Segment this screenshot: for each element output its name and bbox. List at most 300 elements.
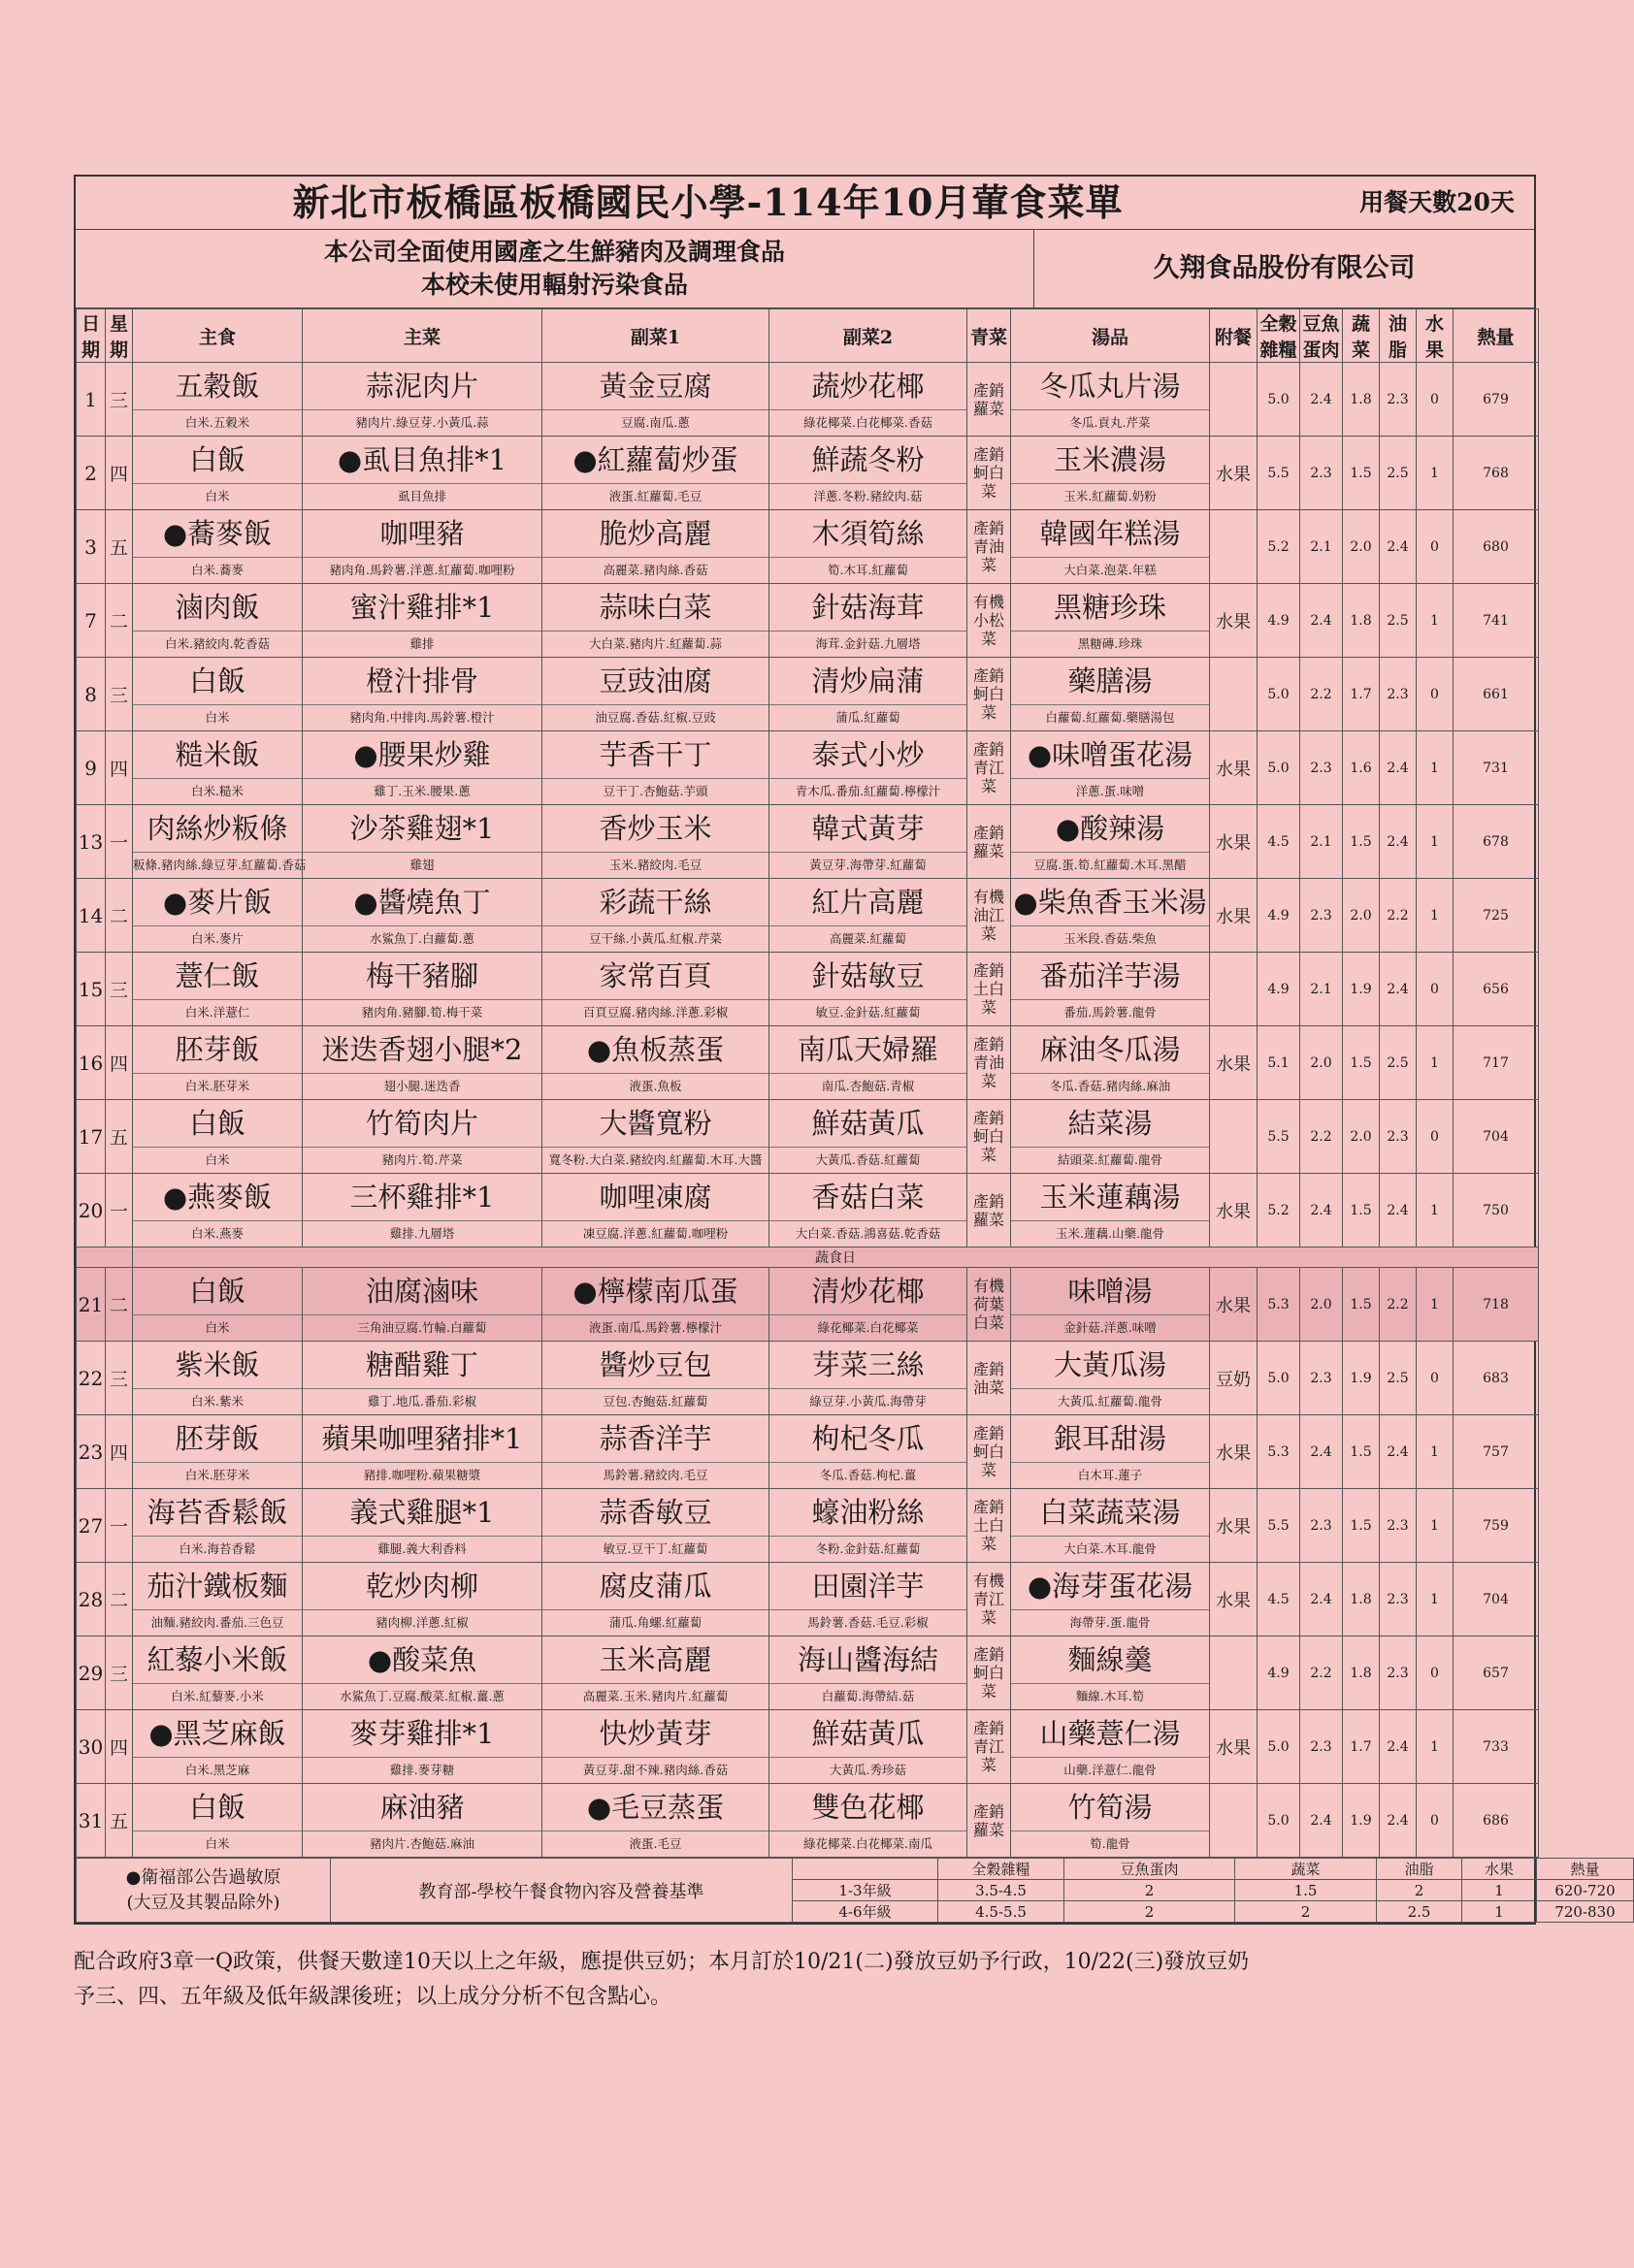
staple-dish: 胚芽飯: [175, 1033, 260, 1066]
soup-cell: [1011, 1489, 1210, 1563]
header-side1: 副菜1: [542, 309, 769, 363]
standard-label: 教育部-學校午餐食物內容及營養基準: [331, 1859, 793, 1923]
header-kcal: 熱量: [1454, 309, 1539, 363]
main-dish: 咖哩豬: [379, 517, 465, 550]
extra-cell: 水果: [1210, 805, 1258, 879]
soup-ingredients: 玉米.蓮藕.山藥.龍骨: [1011, 1220, 1209, 1247]
nutrition-cell: 1: [1417, 731, 1454, 805]
side2-dish: 木須筍絲: [811, 517, 925, 550]
side2-dish: 清炒花椰: [811, 1275, 925, 1308]
staple-cell: [133, 1563, 303, 1636]
nutrition-cell: 656: [1454, 953, 1539, 1026]
main-dish: ●腰果炒雞: [353, 738, 491, 771]
nutrition-cell: 5.2: [1258, 510, 1300, 584]
extra-cell: [1210, 1636, 1258, 1710]
nutrition-cell: 1.5: [1343, 1415, 1380, 1489]
side1-dish: 大醬寬粉: [599, 1107, 712, 1140]
main-cell: [303, 953, 542, 1026]
side1-dish: 蒜香敏豆: [599, 1496, 712, 1529]
staple-cell: [133, 584, 303, 658]
side1-dish: ●魚板蒸蛋: [586, 1033, 725, 1066]
veg-cell: 產銷蘿菜: [967, 1174, 1011, 1247]
side2-ingredients: 大黃瓜.香菇.紅蘿蔔: [769, 1147, 966, 1173]
nutrition-cell: 1.8: [1343, 1563, 1380, 1636]
nutrition-cell: 5.5: [1258, 437, 1300, 510]
soup-dish: ●酸辣湯: [1055, 812, 1165, 845]
side1-ingredients: 液蛋.南瓜.馬鈴薯.檸檬汁: [542, 1314, 768, 1341]
nutrition-cell: 1: [1417, 1489, 1454, 1563]
side2-cell: [769, 805, 967, 879]
nutrition-cell: 718: [1454, 1268, 1539, 1342]
extra-cell: [1210, 1100, 1258, 1174]
nutrition-cell: 1.5: [1343, 1268, 1380, 1342]
weekday-cell: 四: [106, 1415, 133, 1489]
staple-dish: 紅藜小米飯: [147, 1643, 288, 1676]
main-dish: ●酸菜魚: [367, 1643, 477, 1676]
side1-dish: 家常百頁: [599, 959, 712, 992]
main-cell: [303, 731, 542, 805]
side2-ingredients: 綠豆芽.小黃瓜.海帶芽: [769, 1388, 966, 1414]
nutrition-cell: 733: [1454, 1710, 1539, 1784]
date-cell: 29: [77, 1636, 106, 1710]
staple-ingredients: 白米.黑芝麻: [133, 1757, 302, 1783]
main-ingredients: 雞翅: [303, 852, 541, 878]
nutrition-cell: 2.4: [1380, 1415, 1417, 1489]
date-cell: 2: [77, 437, 106, 510]
nutrition-cell: 759: [1454, 1489, 1539, 1563]
side1-dish: ●毛豆蒸蛋: [586, 1791, 725, 1824]
weekday-cell: 四: [106, 437, 133, 510]
main-dish: 蘋果咖哩豬排*1: [321, 1422, 523, 1455]
soup-cell: [1011, 879, 1210, 953]
soup-cell: [1011, 1026, 1210, 1100]
soup-ingredients: 白蘿蔔.紅蘿蔔.藥膳湯包: [1011, 704, 1209, 730]
veg-cell: 產銷蚵白菜: [967, 1100, 1011, 1174]
menu-table: [76, 308, 1539, 1858]
side2-dish: 蔬炒花椰: [811, 370, 925, 403]
menu-row: [77, 363, 1539, 437]
staple-dish: 海苔香鬆飯: [147, 1496, 288, 1529]
main-ingredients: 豬肉柳.洋蔥.紅椒: [303, 1609, 541, 1636]
staple-dish: 白飯: [188, 1107, 245, 1140]
nutrition-cell: 661: [1454, 658, 1539, 731]
staple-ingredients: 白米.紅藜麥.小米: [133, 1683, 302, 1709]
soup-dish: 大黃瓜湯: [1053, 1348, 1166, 1381]
side2-dish: 海山醬海結: [797, 1643, 938, 1676]
veg-cell: 產銷青江菜: [967, 1710, 1011, 1784]
side2-ingredients: 白蘿蔔.海帶結.菇: [769, 1683, 966, 1709]
soup-ingredients: 玉米段.香菇.柴魚: [1011, 925, 1209, 952]
nutrition-cell: 4.5: [1258, 1563, 1300, 1636]
nutrition-cell: 2.4: [1300, 584, 1343, 658]
side1-ingredients: 液蛋.毛豆: [542, 1831, 768, 1857]
staple-cell: [133, 1415, 303, 1489]
date-cell: 17: [77, 1100, 106, 1174]
date-cell: 31: [77, 1784, 106, 1858]
nutrition-cell: 2.4: [1380, 805, 1417, 879]
side2-dish: 針菇海茸: [811, 591, 925, 624]
side2-ingredients: 洋蔥.冬粉.豬絞肉.菇: [769, 483, 966, 509]
main-cell: [303, 584, 542, 658]
extra-cell: [1210, 658, 1258, 731]
nutrition-cell: 1.5: [1343, 1026, 1380, 1100]
soup-ingredients: 結頭菜.紅蘿蔔.龍骨: [1011, 1147, 1209, 1173]
nutrition-cell: 4.9: [1258, 953, 1300, 1026]
nutrition-cell: 768: [1454, 437, 1539, 510]
staple-cell: [133, 731, 303, 805]
side1-cell: [542, 1415, 769, 1489]
staple-cell: [133, 1342, 303, 1415]
grade-cell: 2.5: [1377, 1901, 1462, 1923]
veg-cell: 產銷青油菜: [967, 510, 1011, 584]
soup-ingredients: 海帶芽.蛋.龍骨: [1011, 1609, 1209, 1636]
nutrition-cell: 2.3: [1300, 1342, 1343, 1415]
weekday-cell: 一: [106, 1489, 133, 1563]
side2-ingredients: 冬粉.金針菇.紅蘿蔔: [769, 1536, 966, 1562]
side2-dish: 泰式小炒: [811, 738, 925, 771]
staple-dish: 茄汁鐵板麵: [147, 1570, 288, 1603]
nutrition-cell: 678: [1454, 805, 1539, 879]
soup-ingredients: 山藥.洋薏仁.龍骨: [1011, 1757, 1209, 1783]
menu-row: [77, 953, 1539, 1026]
nutrition-cell: 5.1: [1258, 1026, 1300, 1100]
side1-cell: [542, 1268, 769, 1342]
nutrition-cell: 2.3: [1300, 731, 1343, 805]
staple-cell: [133, 1784, 303, 1858]
soup-cell: [1011, 953, 1210, 1026]
header-main: 主菜: [303, 309, 542, 363]
soup-cell: [1011, 1710, 1210, 1784]
staple-ingredients: 白米.豬絞肉.乾香菇: [133, 631, 302, 657]
date-cell: 21: [77, 1268, 106, 1342]
soup-ingredients: 筍.龍骨: [1011, 1831, 1209, 1857]
nutrition-cell: 0: [1417, 953, 1454, 1026]
notice-line: 本公司全面使用國產之生鮮豬肉及調理食品: [323, 238, 785, 266]
soup-dish: 麵線羹: [1067, 1643, 1153, 1676]
staple-dish: 胚芽飯: [175, 1422, 260, 1455]
side2-cell: [769, 437, 967, 510]
nutrition-cell: 5.5: [1258, 1489, 1300, 1563]
nutrition-cell: 0: [1417, 658, 1454, 731]
nutrition-cell: 1.7: [1343, 1710, 1380, 1784]
nutrition-cell: 4.9: [1258, 584, 1300, 658]
grade-cell: 1.5: [1235, 1880, 1377, 1901]
staple-dish: 糙米飯: [175, 738, 260, 771]
soup-ingredients: 麵線.木耳.筍: [1011, 1683, 1209, 1709]
veg-cell: 產銷土白菜: [967, 1489, 1011, 1563]
soup-cell: [1011, 1636, 1210, 1710]
side2-cell: [769, 1563, 967, 1636]
main-cell: [303, 1342, 542, 1415]
soup-dish: 黑糖珍珠: [1053, 591, 1166, 624]
soup-dish: 藥膳湯: [1067, 664, 1153, 697]
nutrition-cell: 1.5: [1343, 1489, 1380, 1563]
nutrition-cell: 2.2: [1380, 1268, 1417, 1342]
main-dish: 糖醋雞丁: [365, 1348, 478, 1381]
nutrition-cell: 1: [1417, 805, 1454, 879]
title-row: [76, 177, 1534, 230]
weekday-cell: 五: [106, 1100, 133, 1174]
grade-cell: 2: [1377, 1880, 1462, 1901]
side2-cell: [769, 1342, 967, 1415]
soup-ingredients: 冬瓜.香菇.豬肉絲.麻油: [1011, 1073, 1209, 1099]
side1-cell: [542, 1784, 769, 1858]
side1-cell: [542, 658, 769, 731]
menu-row: [77, 1415, 1539, 1489]
grade-cell: 4-6年級: [793, 1901, 938, 1923]
side2-cell: [769, 1415, 967, 1489]
soup-cell: [1011, 1342, 1210, 1415]
nutrition-cell: 2.3: [1380, 363, 1417, 437]
nutrition-cell: 1: [1417, 1710, 1454, 1784]
side1-dish: 豆豉油腐: [599, 664, 712, 697]
soup-ingredients: 玉米.紅蘿蔔.奶粉: [1011, 483, 1209, 509]
allergy-line: (大豆及其製品除外): [126, 1892, 280, 1913]
side2-ingredients: 馬鈴薯.香菇.毛豆.彩椒: [769, 1609, 966, 1636]
side1-ingredients: 豆腐.南瓜.蔥: [542, 409, 768, 436]
side1-ingredients: 敏豆.豆干丁.紅蘿蔔: [542, 1536, 768, 1562]
staple-ingredients: 白米: [133, 483, 302, 509]
std-col: 水果: [1462, 1859, 1537, 1880]
main-dish: 麻油豬: [379, 1791, 465, 1824]
side2-cell: [769, 363, 967, 437]
side2-cell: [769, 584, 967, 658]
staple-ingredients: 白米: [133, 1147, 302, 1173]
extra-cell: 水果: [1210, 437, 1258, 510]
staple-cell: [133, 1489, 303, 1563]
side2-dish: 鮮菇黃瓜: [811, 1107, 925, 1140]
side2-cell: [769, 1100, 967, 1174]
menu-body: [77, 363, 1539, 1858]
nutrition-cell: 2.2: [1380, 879, 1417, 953]
staple-cell: [133, 363, 303, 437]
soup-cell: [1011, 1174, 1210, 1247]
date-cell: 8: [77, 658, 106, 731]
nutrition-cell: 2.3: [1300, 1489, 1343, 1563]
side2-dish: 田園洋芋: [811, 1570, 925, 1603]
header-fruit: 水果: [1417, 309, 1454, 363]
main-ingredients: 虱目魚排: [303, 483, 541, 509]
weekday-cell: 一: [106, 805, 133, 879]
menu-row: [77, 731, 1539, 805]
nutrition-cell: 679: [1454, 363, 1539, 437]
std-col: 熱量: [1537, 1859, 1634, 1880]
side2-dish: 鮮菇黃瓜: [811, 1717, 925, 1750]
main-cell: [303, 658, 542, 731]
soup-ingredients: 大黃瓜.紅蘿蔔.龍骨: [1011, 1388, 1209, 1414]
staple-cell: [133, 1710, 303, 1784]
main-ingredients: 水鯊魚丁.白蘿蔔.蔥: [303, 925, 541, 952]
nutrition-cell: 741: [1454, 584, 1539, 658]
date-cell: 27: [77, 1489, 106, 1563]
main-dish: 麥芽雞排*1: [349, 1717, 495, 1750]
side2-ingredients: 海茸.金針菇.九層塔: [769, 631, 966, 657]
staple-ingredients: 白米.糙米: [133, 778, 302, 804]
soup-dish: 銀耳甜湯: [1053, 1422, 1166, 1455]
staple-dish: 白飯: [188, 443, 245, 476]
nutrition-cell: 5.5: [1258, 1100, 1300, 1174]
side2-ingredients: 敏豆.金針菇.紅蘿蔔: [769, 999, 966, 1025]
main-cell: [303, 805, 542, 879]
side2-dish: 清炒扁蒲: [811, 664, 925, 697]
menu-row: [77, 805, 1539, 879]
veg-cell: 產銷蚵白菜: [967, 658, 1011, 731]
soup-cell: [1011, 731, 1210, 805]
main-cell: [303, 1268, 542, 1342]
meal-days: 用餐天數20天: [1359, 188, 1515, 216]
side2-ingredients: 大黃瓜.秀珍菇: [769, 1757, 966, 1783]
side1-cell: [542, 1489, 769, 1563]
main-ingredients: 雞排.麥芽糖: [303, 1757, 541, 1783]
soup-cell: [1011, 363, 1210, 437]
side2-ingredients: 筍.木耳.紅蘿蔔: [769, 557, 966, 583]
main-ingredients: 三角油豆腐.竹輪.白蘿蔔: [303, 1314, 541, 1341]
side1-ingredients: 豆包.杏鮑菇.紅蘿蔔: [542, 1388, 768, 1414]
menu-row: [77, 1100, 1539, 1174]
nutrition-cell: 5.3: [1258, 1415, 1300, 1489]
side2-dish: 紅片高麗: [811, 886, 925, 919]
veg-cell: 產銷青油菜: [967, 1026, 1011, 1100]
main-ingredients: 豬肉角.馬鈴薯.洋蔥.紅蘿蔔.咖哩粉: [303, 557, 541, 583]
soup-cell: [1011, 584, 1210, 658]
header-staple: 主食: [133, 309, 303, 363]
nutrition-cell: 0: [1417, 1100, 1454, 1174]
soup-cell: [1011, 1563, 1210, 1636]
side1-dish: 香炒玉米: [599, 812, 712, 845]
weekday-cell: 二: [106, 879, 133, 953]
side1-dish: 腐皮蒲瓜: [599, 1570, 712, 1603]
side2-cell: [769, 510, 967, 584]
side1-dish: 彩蔬干絲: [599, 886, 712, 919]
nutrition-cell: 680: [1454, 510, 1539, 584]
grade-cell: 1-3年級: [793, 1880, 938, 1901]
main-cell: [303, 879, 542, 953]
main-dish: 三杯雞排*1: [349, 1181, 495, 1214]
nutrition-cell: 2.1: [1300, 510, 1343, 584]
side2-dish: 香菇白菜: [811, 1181, 925, 1214]
main-dish: 迷迭香翅小腿*2: [321, 1033, 523, 1066]
soup-dish: 玉米濃湯: [1053, 443, 1166, 476]
staple-cell: [133, 658, 303, 731]
date-cell: 16: [77, 1026, 106, 1100]
nutrition-cell: 5.0: [1258, 731, 1300, 805]
nutrition-cell: 725: [1454, 879, 1539, 953]
nutrition-cell: 2.3: [1380, 1489, 1417, 1563]
side1-dish: 玉米高麗: [599, 1643, 712, 1676]
side2-ingredients: 綠花椰菜.白花椰菜.南瓜: [769, 1831, 966, 1857]
side1-ingredients: 油豆腐.香菇.紅椒.豆豉: [542, 704, 768, 730]
side1-cell: [542, 1710, 769, 1784]
soup-ingredients: 大白菜.木耳.龍骨: [1011, 1536, 1209, 1562]
main-cell: [303, 437, 542, 510]
menu-row: [77, 437, 1539, 510]
veg-cell: 產銷土白菜: [967, 953, 1011, 1026]
side1-cell: [542, 1174, 769, 1247]
company-name: 久翔食品股份有限公司: [1153, 253, 1416, 283]
side1-dish: 黃金豆腐: [599, 370, 712, 403]
soup-cell: [1011, 510, 1210, 584]
nutrition-cell: 5.3: [1258, 1268, 1300, 1342]
side2-ingredients: 南瓜.杏鮑菇.青椒: [769, 1073, 966, 1099]
grade-header: [793, 1859, 938, 1880]
nutrition-cell: 1: [1417, 584, 1454, 658]
notice: [76, 230, 1034, 308]
main-ingredients: 雞腿.義大利香料: [303, 1536, 541, 1562]
extra-cell: 水果: [1210, 731, 1258, 805]
side2-ingredients: 綠花椰菜.白花椰菜.香菇: [769, 409, 966, 436]
side1-dish: 咖哩凍腐: [599, 1181, 712, 1214]
soup-cell: [1011, 1100, 1210, 1174]
staple-dish: 白飯: [188, 1791, 245, 1824]
soup-dish: ●海芽蛋花湯: [1027, 1570, 1193, 1603]
side1-dish: ●紅蘿蔔炒蛋: [572, 443, 738, 476]
soup-dish: ●柴魚香玉米湯: [1013, 886, 1207, 919]
staple-cell: [133, 1100, 303, 1174]
staple-dish: 紫米飯: [175, 1348, 260, 1381]
side2-ingredients: 大白菜.香菇.鴻喜菇.乾香菇: [769, 1220, 966, 1247]
side1-ingredients: 大白菜.豬肉片.紅蘿蔔.蒜: [542, 631, 768, 657]
weekday-cell: 二: [106, 1268, 133, 1342]
staple-ingredients: 白米: [133, 1314, 302, 1341]
side2-dish: 雙色花椰: [811, 1791, 925, 1824]
page-title: 新北市板橋區板橋國民小學-114年10月葷食菜單: [292, 180, 1124, 224]
nutrition-cell: 2.2: [1300, 1636, 1343, 1710]
soup-cell: [1011, 1784, 1210, 1858]
extra-cell: 水果: [1210, 1268, 1258, 1342]
nutrition-cell: 2.5: [1380, 1342, 1417, 1415]
side1-cell: [542, 584, 769, 658]
soup-ingredients: 冬瓜.貢丸.芹菜: [1011, 409, 1209, 436]
date-cell: 7: [77, 584, 106, 658]
nutrition-cell: 2.0: [1300, 1026, 1343, 1100]
grade-cell: 2: [1064, 1901, 1235, 1923]
staple-cell: [133, 1268, 303, 1342]
staple-cell: [133, 437, 303, 510]
side2-dish: 針菇敏豆: [811, 959, 925, 992]
date-cell: 9: [77, 731, 106, 805]
staple-cell: [133, 805, 307, 879]
staple-dish: ●黑芝麻飯: [148, 1717, 286, 1750]
main-ingredients: 豬肉角.中排肉.馬鈴薯.橙汁: [303, 704, 541, 730]
nutrition-cell: 1.5: [1343, 1174, 1380, 1247]
nutrition-cell: 2.0: [1343, 510, 1380, 584]
staple-ingredients: 白米.蕎麥: [133, 557, 302, 583]
nutrition-cell: 0: [1417, 1784, 1454, 1858]
header-veg: 青菜: [967, 309, 1011, 363]
side2-cell: [769, 1710, 967, 1784]
main-dish: 橙汁排骨: [365, 664, 478, 697]
allergy-line: ●衛福部公告過敏原: [125, 1866, 281, 1888]
main-cell: [303, 1636, 542, 1710]
menu-row: [77, 1784, 1539, 1858]
side1-dish: 蒜味白菜: [599, 591, 712, 624]
std-col: 全穀雜糧: [938, 1859, 1064, 1880]
nutrition-cell: 2.3: [1300, 1710, 1343, 1784]
header-oil: 油脂: [1380, 309, 1417, 363]
soup-dish: 玉米蓮藕湯: [1039, 1181, 1181, 1214]
header-side2: 副菜2: [769, 309, 967, 363]
grade-cell: 720-830: [1537, 1901, 1634, 1923]
main-ingredients: 雞排.九層塔: [303, 1220, 541, 1247]
main-ingredients: 豬肉片.筍.芹菜: [303, 1147, 541, 1173]
date-cell: 20: [77, 1174, 106, 1247]
main-ingredients: 翅小腿.迷迭香: [303, 1073, 541, 1099]
side1-ingredients: 液蛋.魚板: [542, 1073, 768, 1099]
nutrition-cell: 704: [1454, 1100, 1539, 1174]
side1-ingredients: 黃豆芽.甜不辣.豬肉絲.香菇: [542, 1757, 768, 1783]
staple-ingredients: 白米.胚芽米: [133, 1073, 302, 1099]
side1-ingredients: 凍豆腐.洋蔥.紅蘿蔔.咖哩粉: [542, 1220, 768, 1247]
